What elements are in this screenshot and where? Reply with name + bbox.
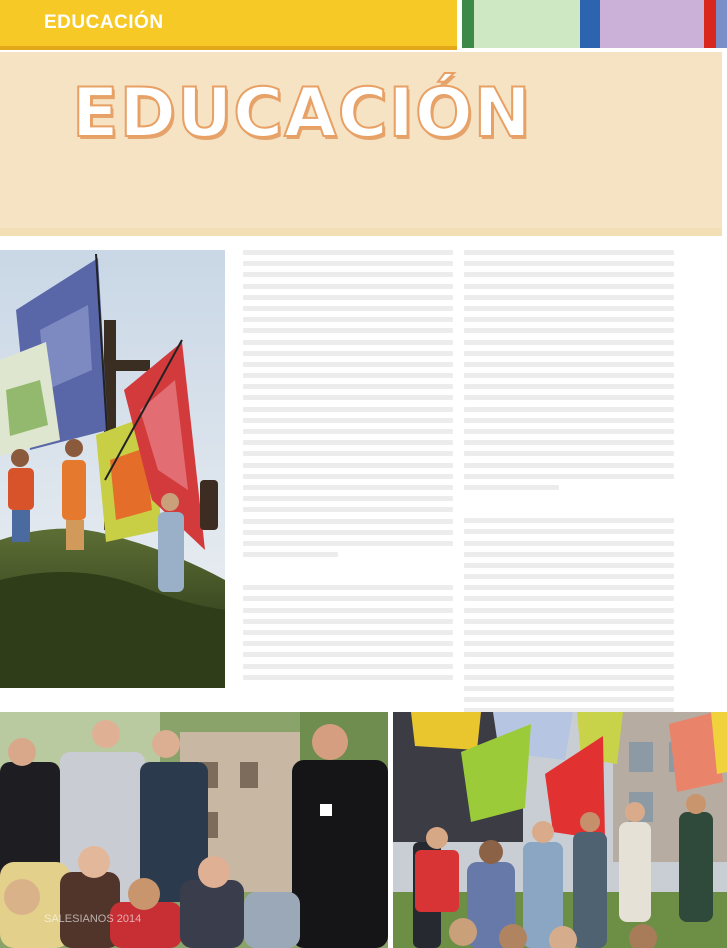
- strip-lilac: [600, 0, 704, 48]
- strip-red: [704, 0, 716, 48]
- article-column-2: [464, 250, 674, 720]
- section-label: EDUCACIÓN: [44, 12, 164, 33]
- photo-festival-flags: [393, 712, 727, 948]
- strip-blue: [580, 0, 600, 48]
- section-tag: [0, 0, 457, 50]
- article-column-1: [243, 250, 453, 686]
- footer-text: SALESIANOS 2014: [44, 913, 142, 925]
- strip-periwinkle: [716, 0, 727, 48]
- title-panel-shadow: [0, 228, 722, 236]
- photo-group-priests: [0, 712, 388, 948]
- page-title: EDUCACIÓN: [72, 74, 532, 153]
- photo-flags-hill: [0, 250, 225, 688]
- strip-light-green: [474, 0, 580, 48]
- strip-green: [462, 0, 474, 48]
